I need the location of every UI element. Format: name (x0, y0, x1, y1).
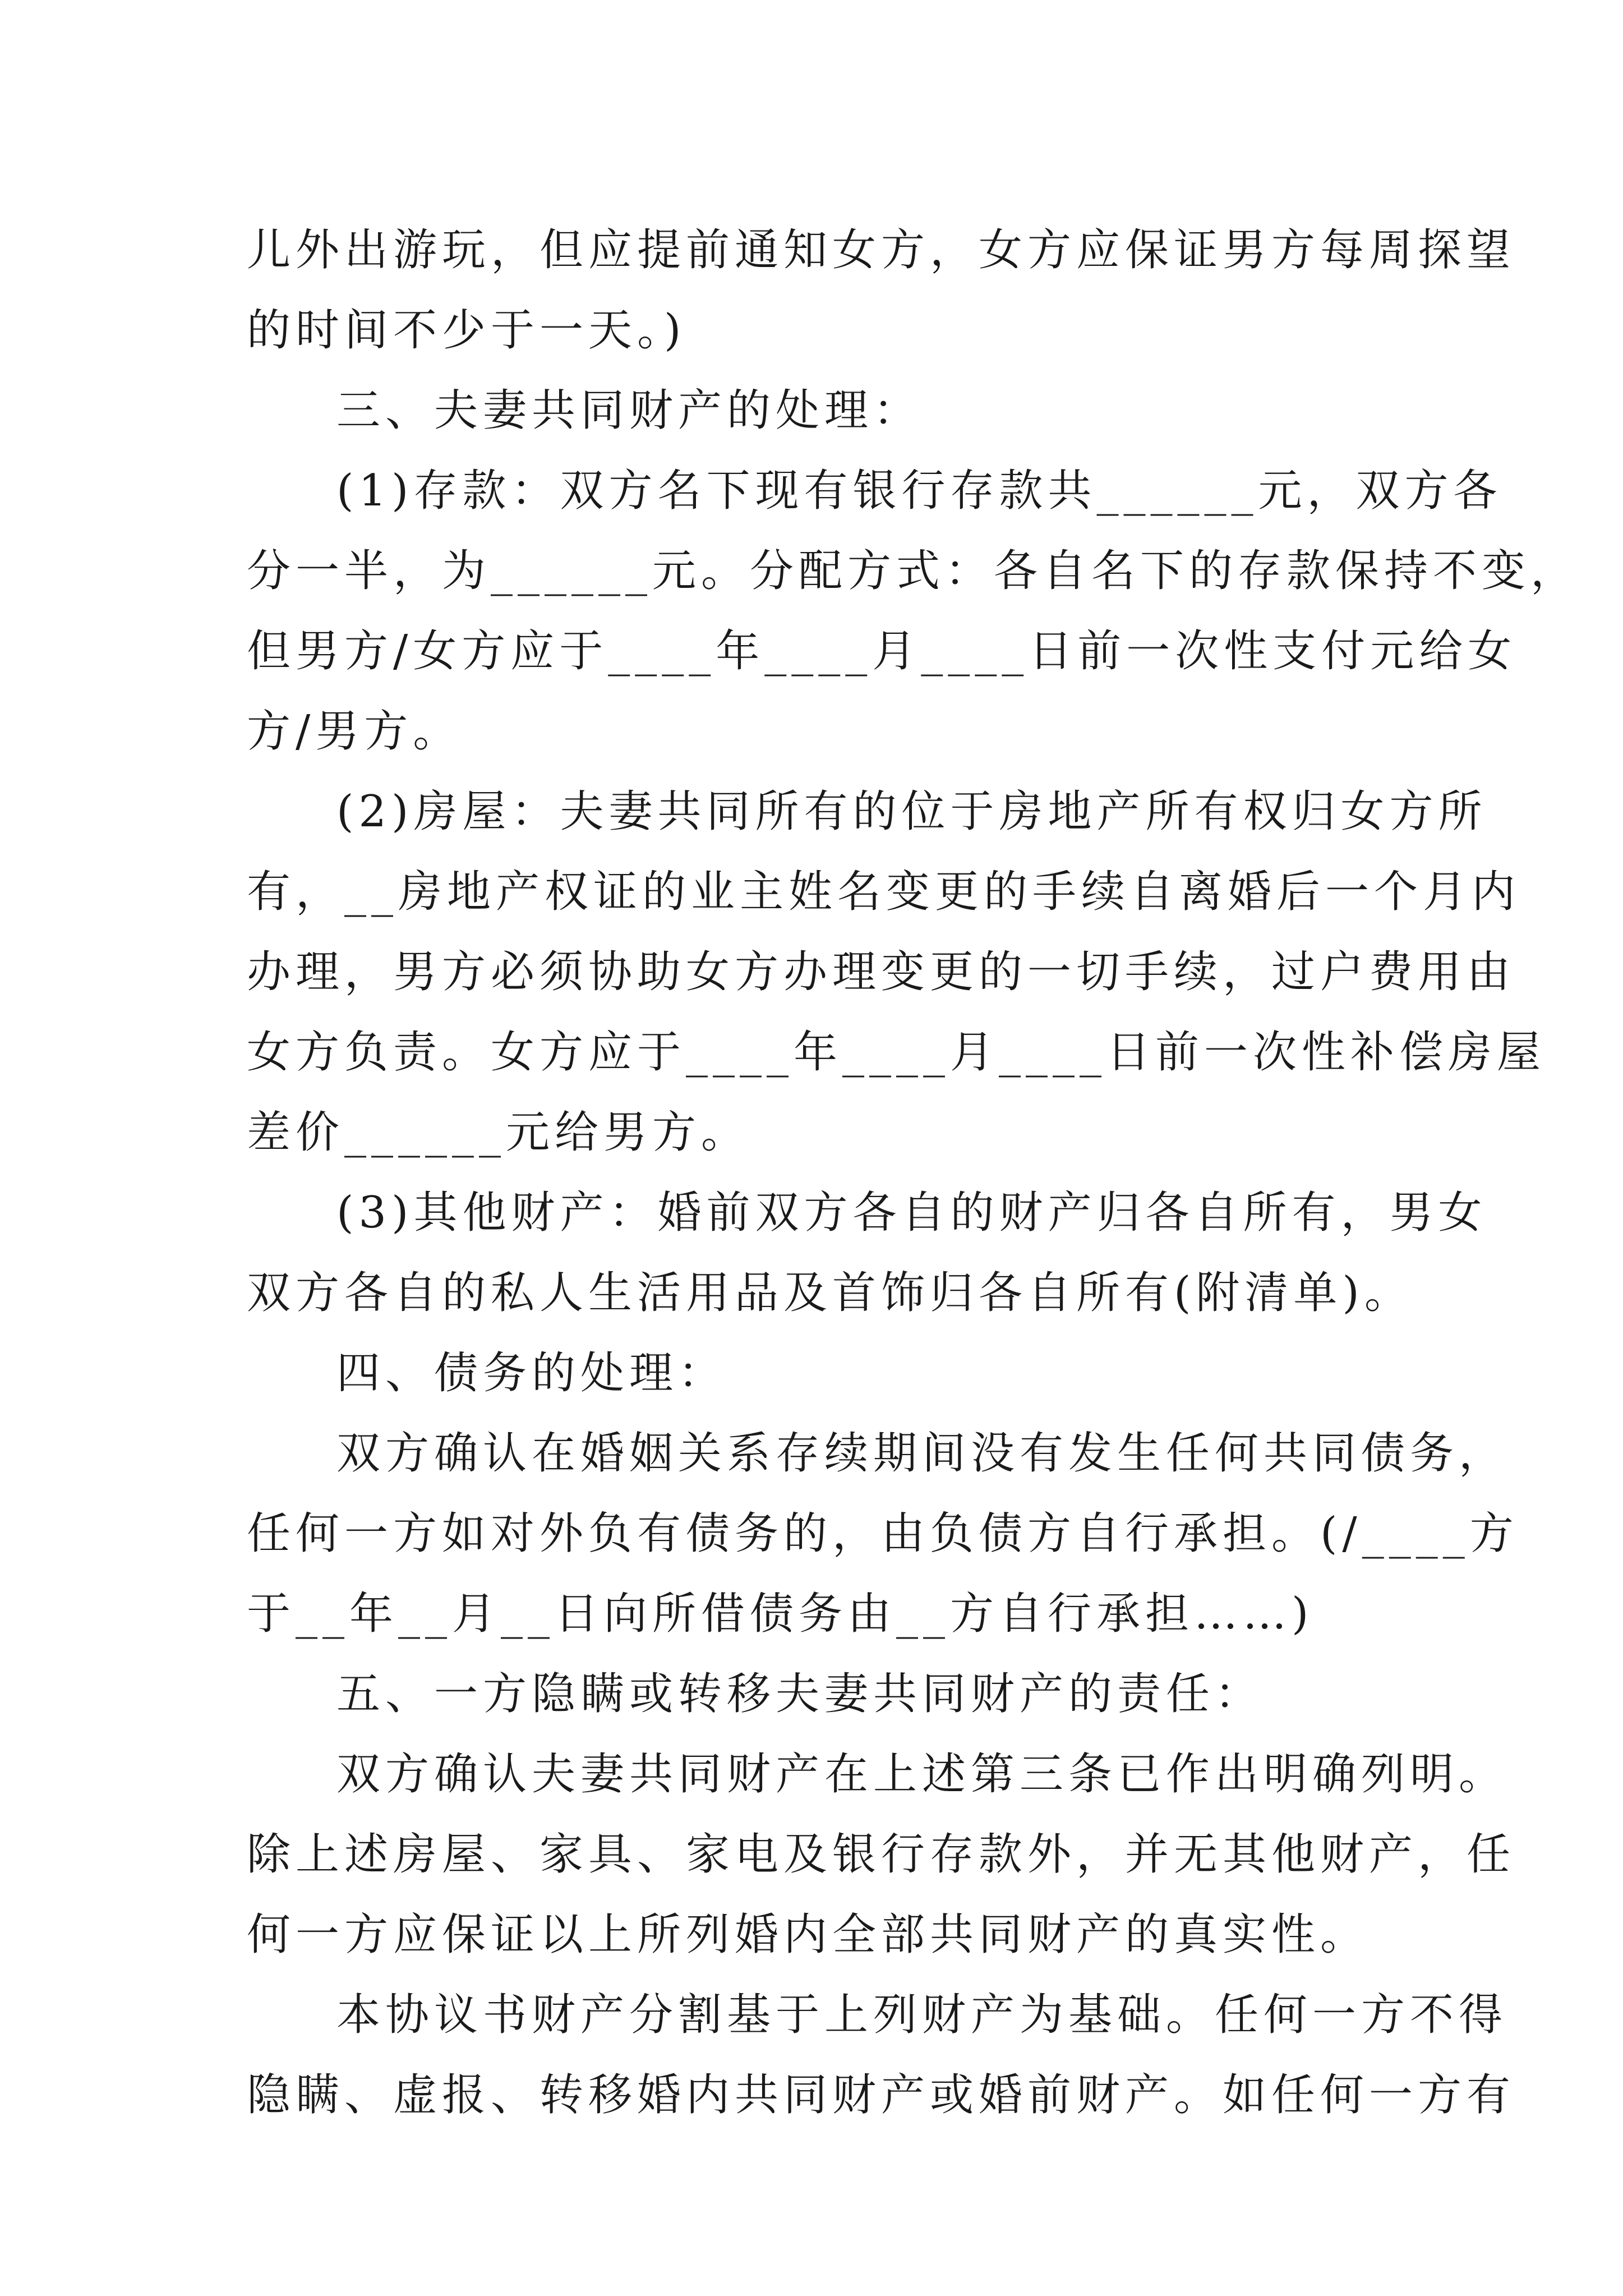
text-line: 除上述房屋、家具、家电及银行存款外，并无其他财产，任 (247, 1829, 1516, 1880)
text-line: 女方负责。女方应于____年____月____日前一次性补偿房屋 (247, 1027, 1546, 1078)
text-line: 于__年__月__日向所借债务由__方自行承担……) (247, 1589, 1314, 1639)
text-line: 分一半，为______元。分配方式：各自名下的存款保持不变， (247, 546, 1580, 596)
text-line: (1)存款：双方名下现有银行存款共______元，双方各 (336, 466, 1502, 516)
text-line: 何一方应保证以上所列婚内全部共同财产的真实性。 (247, 1910, 1370, 1960)
text-line: (2)房屋：夫妻共同所有的位于房地产所有权归女方所 (336, 786, 1487, 837)
text-line: 双方各自的私人生活用品及首饰归各自所有(附清单)。 (247, 1268, 1413, 1318)
section-heading: 四、债务的处理： (336, 1348, 727, 1398)
text-line: 本协议书财产分割基于上列财产为基础。任何一方不得 (336, 1990, 1508, 2040)
text-line: 任何一方如对外负有债务的，由负债方自行承担。(/____方 (247, 1508, 1519, 1559)
text-line: 办理，男方必须协助女方办理变更的一切手续，过户费用由 (247, 947, 1516, 997)
section-heading: 三、夫妻共同财产的处理： (336, 385, 923, 436)
text-line: 有，__房地产权证的业主姓名变更的手续自离婚后一个月内 (247, 867, 1521, 917)
text-line: 双方确认夫妻共同财产在上述第三条已作出明确列明。 (336, 1749, 1508, 1800)
text-line: 双方确认在婚姻关系存续期间没有发生任何共同债务， (336, 1428, 1508, 1479)
text-line: 但男方/女方应于____年____月____日前一次性支付元给女 (247, 626, 1517, 677)
text-line: 方/男方。 (247, 706, 462, 757)
document-body (247, 210, 1580, 2136)
text-line: 差价______元给男方。 (247, 1107, 750, 1158)
text-line: 儿外出游玩，但应提前通知女方，女方应保证男方每周探望 (247, 225, 1516, 275)
text-line: (3)其他财产：婚前双方各自的财产归各自所有，男女 (336, 1188, 1487, 1238)
text-line: 的时间不少于一天。) (247, 305, 686, 356)
text-line: 隐瞒、虚报、转移婚内共同财产或婚前财产。如任何一方有 (247, 2070, 1516, 2120)
section-heading: 五、一方隐瞒或转移夫妻共同财产的责任： (336, 1669, 1264, 1719)
